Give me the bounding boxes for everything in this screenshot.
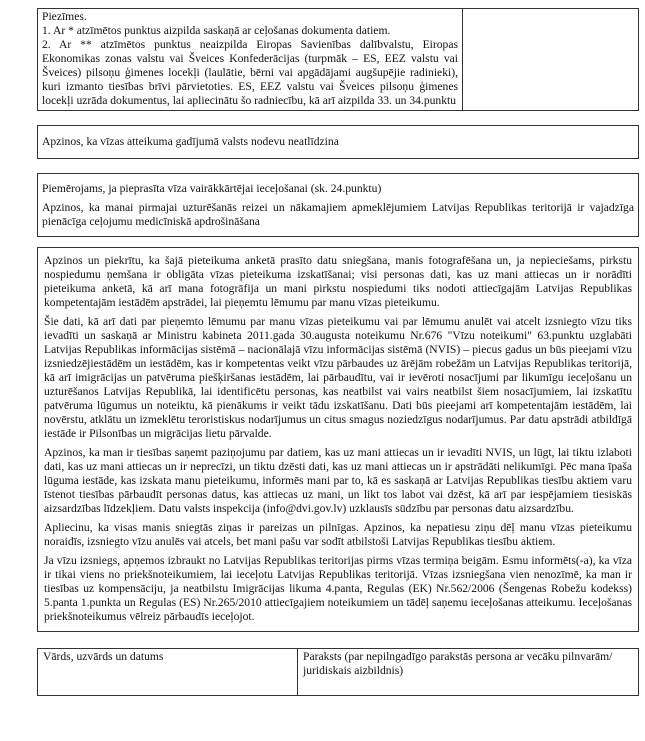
name-date-label: Vārds, uzvārds un datums bbox=[43, 650, 164, 663]
name-date-field[interactable] bbox=[38, 649, 298, 695]
declaration-paragraph: Apliecinu, ka visas manis sniegtās ziņas ir pareizas un pilnīgas. Apzinos, ka nepatiesu ziņu dēļ manu vīzas pieteikumu noraidīs, izsniegto vīzu anulēs vai atcels, bet mani pašu var sodīt atbilstoši Latvijas Republikas tiesību aktiem. bbox=[44, 521, 632, 548]
form-page bbox=[37, 8, 639, 696]
signature-field[interactable] bbox=[298, 649, 638, 695]
signature-box bbox=[37, 648, 639, 696]
multiple-entry-box bbox=[37, 173, 639, 237]
notes-item-2: 2. Ar ** atzīmētos punktus neaizpilda Eiropas Savienības dalībvalstu, Eiropas Ekonomikas zonas valstu vai Šveices Konfederācijas (turpmāk – ES, EEZ valstu vai Šveices) pilsoņu ģimenes locekļi (laulātie, bērni vai apgādājami augšupējie radinieki), kuri izmanto tiesības brīvi pārvietoties. ES, EEZ valstu vai Šveices pilsoņu ģimenes locekļi uzrāda dokumentus, lai apliecinātu šo radniecību, kā arī aizpilda 33. un 34.punktu bbox=[42, 38, 458, 107]
declaration-paragraph: Apzinos, ka man ir tiesības saņemt paziņojumu par datiem, kas uz mani attiecas un ir ievadīti NVIS, un lūgt, lai tiktu izlaboti dati, kas uz mani attiecas un ir neprecīzi, un tiktu dzēsti dati, kas uz mani attiecas un ir apstrādāti nelikumīgi. Pēc mana īpaša lūguma iestāde, kas izskata manu pieteikumu, informēs mani par to, kā es saskaņā ar Latvijas Republikas tiesību aktiem varu īstenot tiesības pārbaudīt personas datus, kas attiecas uz mani, un likt tos labot vai dzēst, kā arī par iespējamiem tiesiskās aizsardzības līdzekļiem. Datu valsts inspekcija (info@dvi.gov.lv) uzklausīs sūdzību par personas datu aizsardzību. bbox=[44, 446, 632, 515]
declaration-paragraph: Šie dati, kā arī dati par pieņemto lēmumu par manu vīzas pieteikumu vai par lēmumu anulēt vai atcelt izsniegto vīzu tiks ievadīti un saskaņā ar Ministru kabineta 2011.gada 30.augusta noteikumu Nr.676 "Vīzu noteikumi" 63.punktu uzglabāti Latvijas Republikas informācijas sistēmā – nacionālajā vīzu informācijas sistēmā (NVIS) – piecus gadus un būs pieejami vīzu izsniedzējiestādēm un iestādēm, kas ir kompetentas veikt vīzu pārbaudes uz ārējām robežām un Latvijas Republikas teritorijā, kā arī imigrācijas un patvēruma piešķiršanas iestādēm, lai pārbaudītu, vai ir ievēroti nosacījumi par likumīgu ieceļošanu un uzturēšanos Latvijas Republikā, lai identificētu personas, kas neatbilst vai vairs neatbilst šiem nosacījumiem, lai izskatītu patvēruma lūgumus un noteiktu, kā pienākums ir veikt tādu izskatīšanu. Dati būs pieejami arī kompetentajām iestādēm, lai novērstu, atklātu un izmeklētu teroristiskus nodarījumus un citus smagus noziedzīgus nodarījumus. Par datu apstrādi atbildīgā iestāde ir Pilsonības un migrācijas lietu pārvalde. bbox=[44, 315, 632, 440]
multiple-entry-text: Apzinos, ka manai pirmajai uzturēšanās reizei un nākamajiem apmeklējumiem Latvijas Republikas teritorijā ir vajadzīga pienācīga ceļojumu medicīniskā apdrošināšana bbox=[42, 201, 634, 228]
signature-label: Paraksts (par nepilngadīgo parakstās persona ar vecāku pilnvarām/ juridiskais aizbildnis) bbox=[303, 650, 613, 677]
fee-notice-box bbox=[37, 125, 639, 159]
declaration-paragraph: Ja vīzu izsniegs, apņemos izbraukt no Latvijas Republikas teritorijas pirms vīzas termiņa beigām. Esmu informēts(-a), ka vīza ir tikai viens no priekšnoteikumiem, lai ieceļotu Latvijas Republikas teritorijā. Vīzas izsniegšana vien nenozīmē, ka man ir tiesības uz kompensāciju, ja neatbilstu Imigrācijas likuma 4.panta, Regulas (EK) Nr.562/2006 (Šengenas Robežu kodekss) 5.panta 1.punkta un Regulas (ES) Nr.265/2010 attiecīgajiem noteikumiem un tādēļ saņemu ieceļošanas atteikumu. Ieceļošanas priekšnoteikumus vēlreiz pārbaudīs ieceļojot. bbox=[44, 554, 632, 623]
notes-empty-cell bbox=[463, 9, 638, 110]
multiple-entry-heading: Piemērojams, ja pieprasīta vīza vairākkārtējai ieceļošanai (sk. 24.punktu) bbox=[42, 182, 382, 195]
notes-box bbox=[37, 8, 639, 111]
declaration-paragraph: Apzinos un piekrītu, ka šajā pieteikuma anketā prasīto datu sniegšana, manis fotografēšana un, ja nepieciešams, pirkstu nospiedumu ņemšana ir obligāta vīzas pieteikuma izskatīšanai; visi personas dati, kas uz mani attiecas un ir norādīti pieteikuma anketā, kā arī mana fotogrāfija un mani pirkstu nospiedumi tiks nodoti attiecīgajām Latvijas Republikas kompetentajām iestādēm apstrādei, lai pieņemtu lēmumu par manu vīzas pieteikumu. bbox=[44, 254, 632, 309]
notes-title: Piezīmes. bbox=[42, 10, 87, 23]
notes-item-1: 1. Ar * atzīmētos punktus aizpilda saskaņā ar ceļošanas dokumenta datiem. bbox=[42, 24, 391, 37]
notes-text bbox=[38, 9, 463, 110]
fee-notice: Apzinos, ka vīzas atteikuma gadījumā valsts nodevu neatlīdzina bbox=[42, 135, 339, 148]
declarations-box bbox=[37, 247, 639, 632]
